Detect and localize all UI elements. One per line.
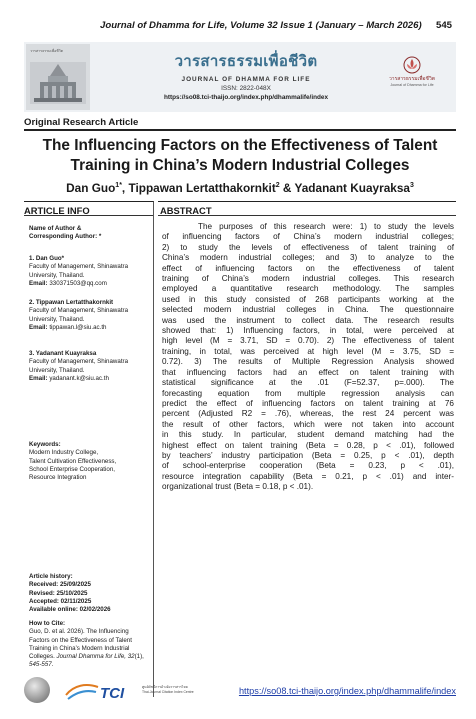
affiliation-name: 3. Yadanant Kuayraksa [29, 350, 97, 357]
author-list [24, 181, 456, 195]
author-mark: 2 [275, 182, 280, 189]
running-head [0, 20, 476, 34]
article-info-panel [24, 201, 154, 697]
tci-logo-text: TCI [100, 685, 125, 702]
paper-title [24, 136, 456, 176]
abstract-heading: ABSTRACT [158, 202, 456, 216]
journal-cover-logo [26, 44, 90, 110]
abstract-line: in this study. In particular, student demand matching had the [162, 430, 454, 440]
keyword: Resource Integration [29, 474, 87, 482]
abstract-text [162, 222, 454, 493]
author-separator: & [279, 181, 295, 195]
keyword: Modern Industry College, [29, 449, 99, 457]
journal-index-link[interactable]: https://so08.tci-thaijo.org/index.php/dhammalife/index [238, 686, 456, 696]
abstract-line: training, in total, was perceived at high level (M = 3.75, SD = [162, 346, 454, 356]
abstract-line: China’s modern industrial colleges; and 3) to analyze to the [162, 253, 454, 263]
journal-emblem [378, 56, 446, 100]
banner-center [136, 42, 356, 101]
journal-english-title: JOURNAL OF DHAMMA FOR LIFE [181, 76, 311, 83]
abstract-line: showed that: 1) Influencing factors, in total, were perceived at [162, 326, 454, 336]
abstract-line: used in this study consisted of 268 participants working at the [162, 294, 454, 304]
how-to-cite: How to Cite: Guo, D. et al. 2026). The Influencing Factors on the Effectiveness of Talent Training in China’s Modern Industrial Colleges. Journal Dhamma for Life, 32(1), 545-557. [29, 620, 151, 670]
affiliation-2: 2. Tippawan Lertatthakornkit Faculty of Management, Shinawatra University, Thailand. Email: tippawan.l@siu.ac.th [29, 299, 151, 332]
abstract-line: of school-enterprise cooperation (Beta = 0.23, p < .01), [162, 461, 454, 471]
author-mark: 1* [115, 182, 122, 189]
abstract-line: the result of other factors, which were not taken into account [162, 419, 454, 429]
tci-caption: ศูนย์ดัชนีการอ้างอิงวารสารไทย Thai-Journal Citation Index Centre [142, 685, 194, 694]
email-address[interactable]: yadanant.k@siu.ac.th [49, 374, 109, 382]
emblem-thai-text: วารสารธรรมเพื่อชีวิต [388, 76, 436, 82]
cite-label: How to Cite: [29, 620, 66, 627]
abstract-line: of influencing factors of China’s modern industrial colleges; [162, 232, 454, 242]
abstract-line: resource integration capability (Beta = 0.21, p < .01) and inter- [162, 471, 454, 481]
article-info-heading: ARTICLE INFO [24, 202, 153, 216]
abstract-line: percent (Adjusted R2 = .76), whereas, the rest 24 percent was [162, 409, 454, 419]
corresponding-author-label: Name of Author & Corresponding Author: * [29, 225, 102, 241]
abstract-line: high level (M = 3.71, SD = 0.70). 2) The effectiveness of talent [162, 336, 454, 346]
history-label: Article history: [29, 573, 73, 580]
abstract-line: 0.72). 3) The results of Multiple Regression Analysis showed [162, 357, 454, 367]
abstract-line: predict the effect of influencing factors on talent training at 76 [162, 398, 454, 408]
abstract-line: that influencing factors had an effect on talent training with [162, 367, 454, 377]
affiliation-3: 3. Yadanant Kuayraksa Faculty of Management, Shinawatra University, Thailand. Email: yadanant.k@siu.ac.th [29, 350, 151, 383]
affiliation-1: 1. Dan Guo* Faculty of Management, Shinawatra University, Thailand. Email: 330371503@qq.com [29, 255, 151, 288]
keyword: Talent Cultivation Effectiveness, [29, 457, 117, 465]
affiliation-name: 1. Dan Guo* [29, 255, 65, 262]
author-name: Yadanant Kuayraksa [294, 181, 410, 195]
article-history: Article history: Received: 25/09/2025 Revised: 25/10/2025 Accepted: 02/11/2025 Available online: 02/02/2026 [29, 573, 151, 614]
keyword: School Enterprise Cooperation, [29, 465, 115, 473]
abstract-line: forecasting equation from multiple regression analysis can [162, 388, 454, 398]
journal-banner [24, 42, 456, 112]
abstract-line: The purposes of this research were: 1) to study the levels [198, 222, 454, 231]
paper-title-line-1: The Influencing Factors on the Effectiveness of Talent [42, 137, 438, 154]
journal-issn: ISSN: 2822-048X [221, 85, 271, 92]
email-address[interactable]: 330371503@qq.com [49, 279, 107, 287]
author-mark: 3 [409, 182, 414, 189]
keywords-block [29, 441, 151, 482]
abstract-line: statistical significance at the .01 (F=52.37, p=.000). The [162, 378, 454, 388]
cover-logo-text: วารสารธรรมเพื่อชีวิต [30, 49, 64, 53]
article-type: Original Research Article [24, 117, 139, 128]
journal-url[interactable]: https://so08.tci-thaijo.org/index.php/dhammalife/index [163, 94, 329, 101]
emblem-english-text: Journal of Dhamma for Life [390, 83, 434, 87]
header-divider [24, 129, 456, 131]
page-number: 545 [435, 20, 452, 31]
lotus-emblem-icon [403, 56, 421, 74]
abstract-line: training of China’s modern industrial colleges. This research [162, 274, 454, 284]
running-head-journal: Journal of Dhamma for Life, Volume 32 Issue 1 (January – March 2026) [100, 20, 422, 31]
abstract-line: was used the instrument to collect data. The research results [162, 315, 454, 325]
affiliation-name: 2. Tippawan Lertatthakornkit [29, 299, 114, 306]
abstract-line: organizational trust (Beta = 0.18, p < .01). [162, 482, 314, 492]
keywords-label: Keywords: [29, 441, 61, 448]
author-separator: , [121, 181, 129, 195]
author-name: Dan Guo [66, 181, 116, 195]
tci-logo-icon [64, 681, 140, 703]
abstract-line: employed a quantitative research methodology. The samples [162, 284, 454, 294]
abstract-line: highest effect on talent training (Beta = 0.28, p < .01), followed [162, 440, 454, 450]
journal-thai-title: วารสารธรรมเพื่อชีวิต [174, 53, 318, 70]
journal-seal-icon [24, 677, 50, 703]
abstract-line: by teachers’ industry participation (Beta = 0.25, p < .01), depth [162, 450, 454, 460]
author-name: Tippawan Lertatthakornkit [128, 181, 276, 195]
paper-title-line-2: Training in China’s Modern Industrial Colleges [70, 157, 410, 174]
page-footer [24, 677, 456, 707]
abstract-line: selected modern industrial colleges in China. The questionnaire [162, 305, 454, 315]
email-address[interactable]: tippawan.l@siu.ac.th [49, 323, 107, 331]
abstract-line: 2) to study the levels of effectiveness of talent training of [162, 242, 454, 252]
temple-illustration-icon [30, 62, 86, 104]
abstract-line: effect of influencing factors on the effectiveness of talent [162, 263, 454, 273]
abstract-panel [158, 201, 456, 697]
